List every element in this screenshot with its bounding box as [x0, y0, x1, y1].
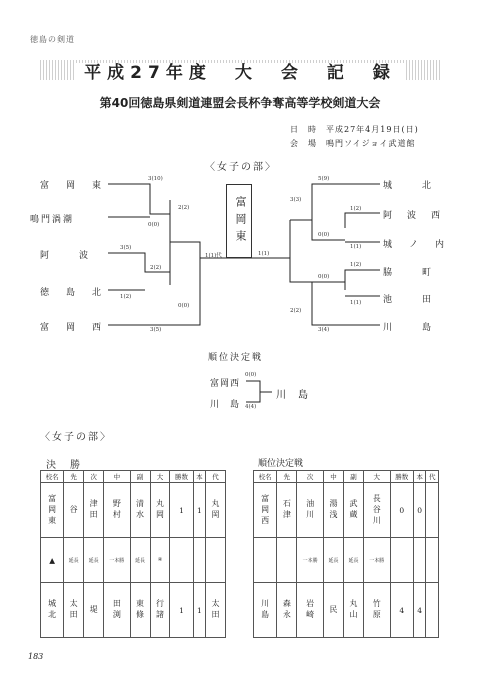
note: 一本勝	[297, 538, 324, 583]
col-header: 校名	[41, 471, 64, 483]
team-awa: 阿 波	[40, 251, 93, 261]
note: 一本勝	[104, 538, 131, 583]
col-header: 本	[413, 471, 425, 483]
score: 3(3)	[290, 197, 302, 203]
placement-title: 順位決定戦	[208, 353, 264, 363]
score: 2(2)	[150, 265, 162, 271]
team-tomioka-nishi: 富 岡 西	[40, 323, 106, 333]
col-header: 中	[104, 471, 131, 483]
player-name: 丸岡	[150, 483, 170, 538]
player-name: 長谷川	[363, 483, 390, 538]
placement-team-b: 川 島	[210, 400, 241, 410]
score: 1(2)	[350, 206, 362, 212]
results-placement-title: 順位決定戦	[258, 459, 304, 469]
team-naruto-uzushio: 鳴門渦潮	[30, 215, 75, 225]
score: 1(1)	[350, 300, 362, 306]
date-line: 日 時 平成27年4月19日(日)	[290, 125, 419, 134]
marks-cell: ▲	[41, 538, 64, 583]
team-wakimachi: 脇 町	[383, 268, 436, 278]
score: 3(5)	[150, 327, 162, 333]
score: 0(0)	[245, 372, 257, 378]
wins: 1	[170, 583, 193, 638]
player-name: 森永	[277, 583, 297, 638]
score: 1(1)代	[205, 253, 222, 259]
note: 延長	[130, 538, 150, 583]
player-name: 石津	[277, 483, 297, 538]
points: 1	[193, 483, 205, 538]
player-name: 太田	[64, 583, 84, 638]
team-name: 城北	[41, 583, 64, 638]
placement-results-table	[253, 470, 439, 638]
col-header: 先	[277, 471, 297, 483]
representative: 太田	[206, 583, 226, 638]
team-name: 川島	[254, 583, 277, 638]
col-header: 次	[297, 471, 324, 483]
player-name: 行諸	[150, 583, 170, 638]
score: 2(2)	[290, 308, 302, 314]
page-title: 平成27年度 大 会 記 録	[0, 58, 480, 83]
team-tomioka-higashi: 富 岡 東	[40, 181, 106, 191]
player-name: 谷	[64, 483, 84, 538]
note: ④	[150, 538, 170, 583]
col-header: 大	[150, 471, 170, 483]
score: 1(2)	[120, 294, 132, 300]
team-awa-nishi: 阿 波 西	[383, 211, 444, 221]
score: 5(9)	[318, 176, 330, 182]
page-number: 183	[28, 652, 44, 661]
score: 3(10)	[148, 176, 163, 182]
score: 0(0)	[318, 232, 330, 238]
col-header: 勝数	[170, 471, 193, 483]
score: 0(0)	[148, 222, 160, 228]
team-name: 富岡西	[254, 483, 277, 538]
score: 2(2)	[178, 205, 190, 211]
tournament-subtitle: 第40回徳島県剣道連盟会長杯争奪高等学校剣道大会	[99, 96, 381, 110]
final-title: 決 勝	[46, 460, 82, 471]
team-kawashima: 川 島	[383, 323, 436, 333]
score: 0(0)	[318, 274, 330, 280]
col-header: 代	[426, 471, 439, 483]
player-name: 岩崎	[297, 583, 324, 638]
col-header: 本	[193, 471, 205, 483]
score: 1(2)	[350, 262, 362, 268]
player-name: 津田	[84, 483, 104, 538]
player-name: 武蔵	[343, 483, 363, 538]
team-tokushima-kita: 徳 島 北	[40, 288, 106, 298]
final-results-table	[40, 470, 226, 638]
col-header: 次	[84, 471, 104, 483]
bracket-winner-box: 富岡東	[226, 184, 252, 258]
team-johoku: 城 北	[383, 181, 436, 191]
player-name: 堤	[84, 583, 104, 638]
score: 0(0)	[178, 303, 190, 309]
team-ikeda: 池 田	[383, 295, 436, 305]
col-header: 大	[363, 471, 390, 483]
col-header: 副	[343, 471, 363, 483]
player-name: 湯浅	[323, 483, 343, 538]
score: 1(1)	[350, 244, 362, 250]
player-name: 丸山	[343, 583, 363, 638]
col-header: 勝数	[390, 471, 413, 483]
points: 4	[413, 583, 425, 638]
player-name: 田渕	[104, 583, 131, 638]
player-name: 清水	[130, 483, 150, 538]
player-name: 竹原	[363, 583, 390, 638]
note: 延長	[343, 538, 363, 583]
note: 延長	[84, 538, 104, 583]
team-jonouchi: 城 ノ 内	[383, 240, 449, 250]
wins: 4	[390, 583, 413, 638]
placement-winner: 川 島	[276, 390, 309, 401]
bracket-section-title: 〈女子の部〉	[205, 162, 277, 173]
player-name: 野村	[104, 483, 131, 538]
player-name: 民	[323, 583, 343, 638]
representative: 丸岡	[206, 483, 226, 538]
note: 延長	[64, 538, 84, 583]
col-header: 代	[206, 471, 226, 483]
score: 3(5)	[120, 245, 132, 251]
note: 一本勝	[363, 538, 390, 583]
player-name: 油川	[297, 483, 324, 538]
score: 3(4)	[318, 327, 330, 333]
note: 延長	[323, 538, 343, 583]
wins: 1	[170, 483, 193, 538]
score: 1(1)	[258, 251, 270, 257]
col-header: 副	[130, 471, 150, 483]
player-name: 東條	[130, 583, 150, 638]
team-name: 富岡東	[41, 483, 64, 538]
wins: 0	[390, 483, 413, 538]
running-header: 徳島の剣道	[30, 35, 75, 44]
placement-team-a: 富岡西	[210, 379, 241, 389]
score: 4(4)	[245, 404, 257, 410]
col-header: 先	[64, 471, 84, 483]
results-section-title: 〈女子の部〉	[40, 432, 112, 443]
points: 1	[193, 583, 205, 638]
points: 0	[413, 483, 425, 538]
col-header: 中	[323, 471, 343, 483]
col-header: 校名	[254, 471, 277, 483]
venue-line: 会 場 鳴門ソイジョイ武道館	[290, 139, 416, 148]
